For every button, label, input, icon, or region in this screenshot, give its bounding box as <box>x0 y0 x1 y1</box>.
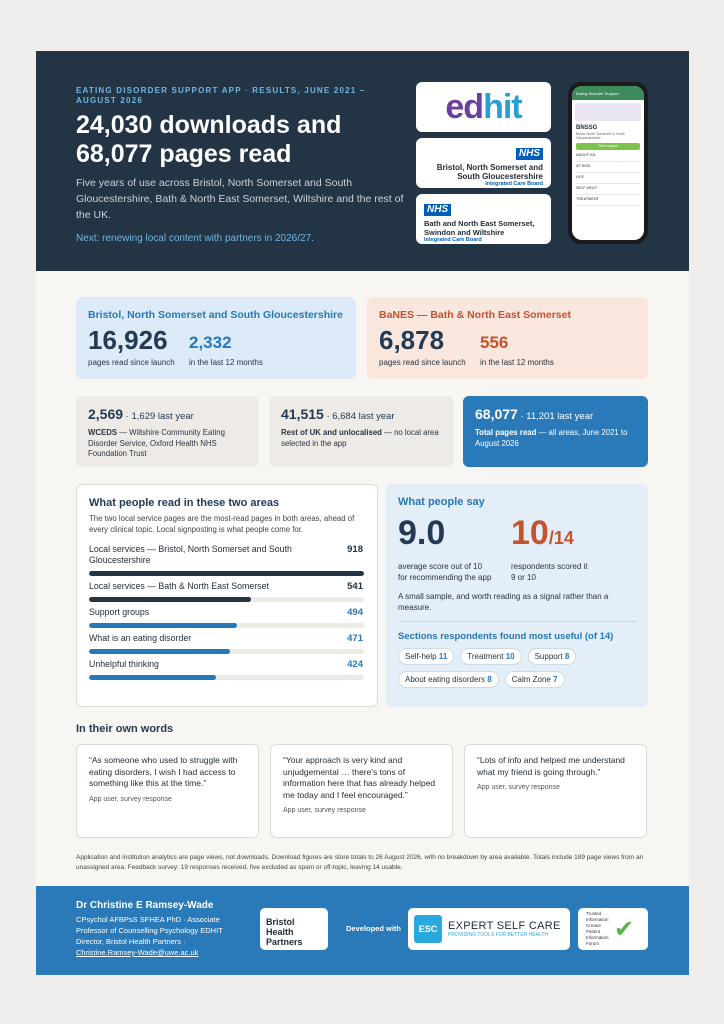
wiltshire-last-year: · 1,629 last year <box>123 411 194 422</box>
total-number <box>475 406 593 422</box>
bristol-health-partners-logo: Bristol Health Partners <box>260 908 328 950</box>
hero-header <box>36 51 689 271</box>
phone-row: TREATMENT <box>576 197 640 206</box>
section-chip <box>460 648 521 665</box>
read-bar-track <box>89 623 364 628</box>
chip-label: Calm Zone <box>511 675 551 684</box>
rest-of-uk-card <box>269 396 453 467</box>
count-cap-line: 9 or 10 <box>511 573 536 582</box>
count-cap-line: respondents scored it <box>511 562 588 571</box>
read-bar-item <box>89 633 367 659</box>
total-total: 68,077 <box>475 406 518 422</box>
phone-screen-sub: Bristol North Somerset & South Gloucestershire <box>576 132 625 140</box>
read-bar-track <box>89 571 364 576</box>
edhit-logo-ed: ed <box>445 87 484 126</box>
nhs-bsw-icb: Integrated Care Board <box>424 237 482 243</box>
phone-banner <box>575 103 641 121</box>
respondent-count-den: /14 <box>548 528 574 548</box>
read-bar-fill <box>89 649 230 654</box>
sections-heading: Sections respondents found most useful (of 14) <box>398 631 614 642</box>
rest-last-year: · 6,684 last year <box>323 411 395 422</box>
phone-row: AT RISK <box>576 164 640 173</box>
chip-count: 10 <box>505 652 515 661</box>
read-bar-track <box>89 675 364 680</box>
quote-source: App user, survey response <box>89 795 172 803</box>
phone-find-support-button: Find support <box>576 143 640 150</box>
wiltshire-label: WCEDS <box>88 428 118 437</box>
read-bar-value: 918 <box>347 544 363 555</box>
bnssg-heading: Bristol, North Somerset and South Gloucestershire <box>88 309 343 321</box>
read-bar-label: Unhelpful thinking <box>89 659 159 669</box>
phone-screen <box>572 86 644 240</box>
bnssg-recent: 2,332 <box>189 333 232 352</box>
phone-app-bar: Eating Disorder Support <box>572 86 644 100</box>
section-chips <box>398 648 643 688</box>
nhs-bsw-logo <box>416 194 551 244</box>
words-heading: In their own words <box>76 723 174 735</box>
read-intro: The two local service pages are the most-read pages in both areas, ahead of every clinical topic. Local signposting is what people come for. <box>89 514 355 534</box>
divider <box>398 621 636 622</box>
banes-recent: 556 <box>480 333 509 352</box>
nhs-badge: NHS <box>424 204 451 216</box>
read-bar-item <box>89 544 367 581</box>
tick-icon: ✔ <box>614 915 635 943</box>
quote-text: “Lots of info and helped me understand what my friend is going through.” <box>477 755 625 777</box>
read-bar-item <box>89 607 367 633</box>
chip-label: Treatment <box>467 652 504 661</box>
read-bar-fill <box>89 675 216 680</box>
pif-tick-logo <box>578 908 648 950</box>
score-cap-line: average score out of 10 <box>398 562 483 571</box>
bnssg-total: 16,926 <box>88 325 168 355</box>
author-email-link[interactable]: Christine.Ramsey-Wade@uwe.ac.uk <box>76 948 199 957</box>
total-last-year: · 11,201 last year <box>517 411 594 422</box>
wiltshire-card <box>76 396 259 467</box>
quote-text: “Your approach is very kind and unjudgemental … there's tons of information here that has already helped me today and I feel encouraged.” <box>283 755 436 800</box>
section-chip <box>398 648 454 665</box>
respondent-count <box>511 514 574 553</box>
rest-total: 41,515 <box>281 406 324 422</box>
footer <box>36 886 689 975</box>
read-bar-value: 494 <box>347 607 363 618</box>
author-role <box>76 914 246 958</box>
rest-number <box>281 406 395 422</box>
quote-source: App user, survey response <box>477 784 560 791</box>
nhs-bnssg-logo <box>416 138 551 188</box>
author-name: Dr Christine E Ramsey-Wade <box>76 900 214 911</box>
read-bar-label: Support groups <box>89 607 150 617</box>
rest-desc-text: — no local area selected in the app <box>281 428 439 448</box>
wiltshire-total: 2,569 <box>88 406 124 422</box>
total-description <box>475 428 640 449</box>
read-bar-list <box>89 544 367 685</box>
total-pages-card <box>463 396 648 467</box>
quote-card <box>270 744 453 838</box>
total-label: Total pages read <box>475 428 537 437</box>
bnssg-total-caption: pages read since launch <box>88 358 175 367</box>
wiltshire-number <box>88 406 194 422</box>
quote-source: App user, survey response <box>283 807 366 814</box>
say-note: A small sample, and worth reading as a signal rather than a measure. <box>398 592 609 612</box>
read-bar-track <box>89 597 364 602</box>
developed-with-label: Developed with <box>346 924 402 933</box>
expert-self-care-logo <box>408 908 570 950</box>
banes-heading: BaNES — Bath & North East Somerset <box>379 309 571 321</box>
nhs-bsw-org: Bath and North East Somerset, Swindon and Wiltshire <box>424 219 535 237</box>
read-bar-item <box>89 581 367 607</box>
esc-text <box>442 920 561 938</box>
read-bar-label: What is an eating disorder <box>89 633 192 643</box>
respondent-count-num: 10 <box>511 514 549 552</box>
average-score: 9.0 <box>398 514 446 552</box>
read-bar-value: 471 <box>347 633 363 644</box>
esc-title: EXPERT SELF CARE <box>448 920 561 932</box>
banes-recent-caption: in the last 12 months <box>480 358 554 367</box>
edhit-logo <box>416 82 551 132</box>
hero-kicker: EATING DISORDER SUPPORT APP · RESULTS, JUNE 2021 – AUGUST 2026 <box>76 86 366 105</box>
esc-mark-icon: ESC <box>414 915 442 943</box>
banes-total-caption: pages read since launch <box>379 358 466 367</box>
pif-sub: Patient Information Forum <box>586 929 609 946</box>
poster-page <box>36 51 689 975</box>
phone-row: SELF-HELP <box>576 186 640 195</box>
read-bar-value: 424 <box>347 659 363 670</box>
read-bar-fill <box>89 623 237 628</box>
what-people-read-card <box>76 484 378 707</box>
read-heading: What people read in these two areas <box>89 497 280 509</box>
read-bar-value: 541 <box>347 581 363 592</box>
chip-label: About eating disorders <box>405 675 486 684</box>
phone-row: LIFE <box>576 175 640 184</box>
hero-subtitle: Five years of use across Bristol, North Somerset and South Gloucestershire, Bath & North East Somerset, Wiltshire and the rest of the UK. <box>76 177 404 221</box>
section-chip <box>505 671 565 688</box>
score-cap-line: for recommending the app <box>398 573 492 582</box>
wiltshire-desc-text: — Wiltshire Community Eating Disorder Service, Oxford Health NHS Foundation Trust <box>88 428 225 458</box>
quote-card <box>464 744 647 838</box>
total-desc-text: — all areas, June 2021 to August 2026 <box>475 428 628 448</box>
read-bar-item <box>89 659 367 685</box>
section-chip <box>528 648 577 665</box>
rest-description <box>281 428 446 449</box>
banes-total: 6,878 <box>379 325 445 355</box>
chip-label: Self-help <box>405 652 437 661</box>
chip-count: 8 <box>564 652 570 661</box>
nhs-badge: NHS <box>516 148 543 160</box>
author-role-text: CPsychol AFBPsS SFHEA PhD · Associate Professor of Counselling Psychology EDHIT Director, Bristol Health Partners · <box>76 915 223 946</box>
respondent-count-caption <box>511 561 588 583</box>
phone-screen-title: BNSSG <box>576 125 598 131</box>
bnssg-card <box>76 297 356 379</box>
pif-label <box>586 911 614 947</box>
edhit-logo-hit: hit <box>483 87 522 126</box>
what-people-say-card <box>386 484 648 707</box>
chip-count: 7 <box>553 675 558 684</box>
average-score-caption <box>398 561 491 583</box>
esc-tagline: PROVIDING TOOLS FOR BETTER HEALTH <box>448 932 549 938</box>
banes-card <box>367 297 648 379</box>
chip-count: 11 <box>438 652 448 661</box>
bnssg-recent-caption: in the last 12 months <box>189 358 263 367</box>
phone-row: ABOUT ED <box>576 153 640 162</box>
chip-label: Support <box>534 652 563 661</box>
section-chip <box>398 671 499 688</box>
quote-card <box>76 744 259 838</box>
chip-count: 8 <box>487 675 492 684</box>
hero-next: Next: renewing local content with partners in 2026/27. <box>76 233 314 244</box>
wiltshire-description <box>88 428 253 460</box>
nhs-bnssg-org: Bristol, North Somerset and South Gloucestershire <box>436 163 543 181</box>
read-bar-fill <box>89 597 251 602</box>
rest-label: Rest of UK and unlocalised <box>281 428 382 437</box>
nhs-bnssg-icb: Integrated Care Board <box>485 181 543 187</box>
hero-title: 24,030 downloads and 68,077 pages read <box>76 111 342 168</box>
pif-title: Trusted Information Creator <box>586 911 609 928</box>
read-bar-label: Local services — Bristol, North Somerset and South Gloucestershire <box>89 544 292 565</box>
read-bar-label: Local services — Bath & North East Somerset <box>89 581 269 591</box>
read-bar-fill <box>89 571 364 576</box>
say-heading: What people say <box>398 496 485 508</box>
fine-print: Application and institution analytics are page views, not downloads. Download figures are store totals to 26 August 2026, with no breakdown by area available. Totals include 189 page views from an unassigned area. Feedback survey: 19 responses received, five excluded as spam or off-topic, leaving 14 usable. <box>76 854 644 871</box>
read-bar-track <box>89 649 364 654</box>
quote-text: “As someone who used to struggle with eating disorders, I wish I had access to something like this at the time.” <box>89 755 238 788</box>
phone-mockup <box>568 82 648 244</box>
